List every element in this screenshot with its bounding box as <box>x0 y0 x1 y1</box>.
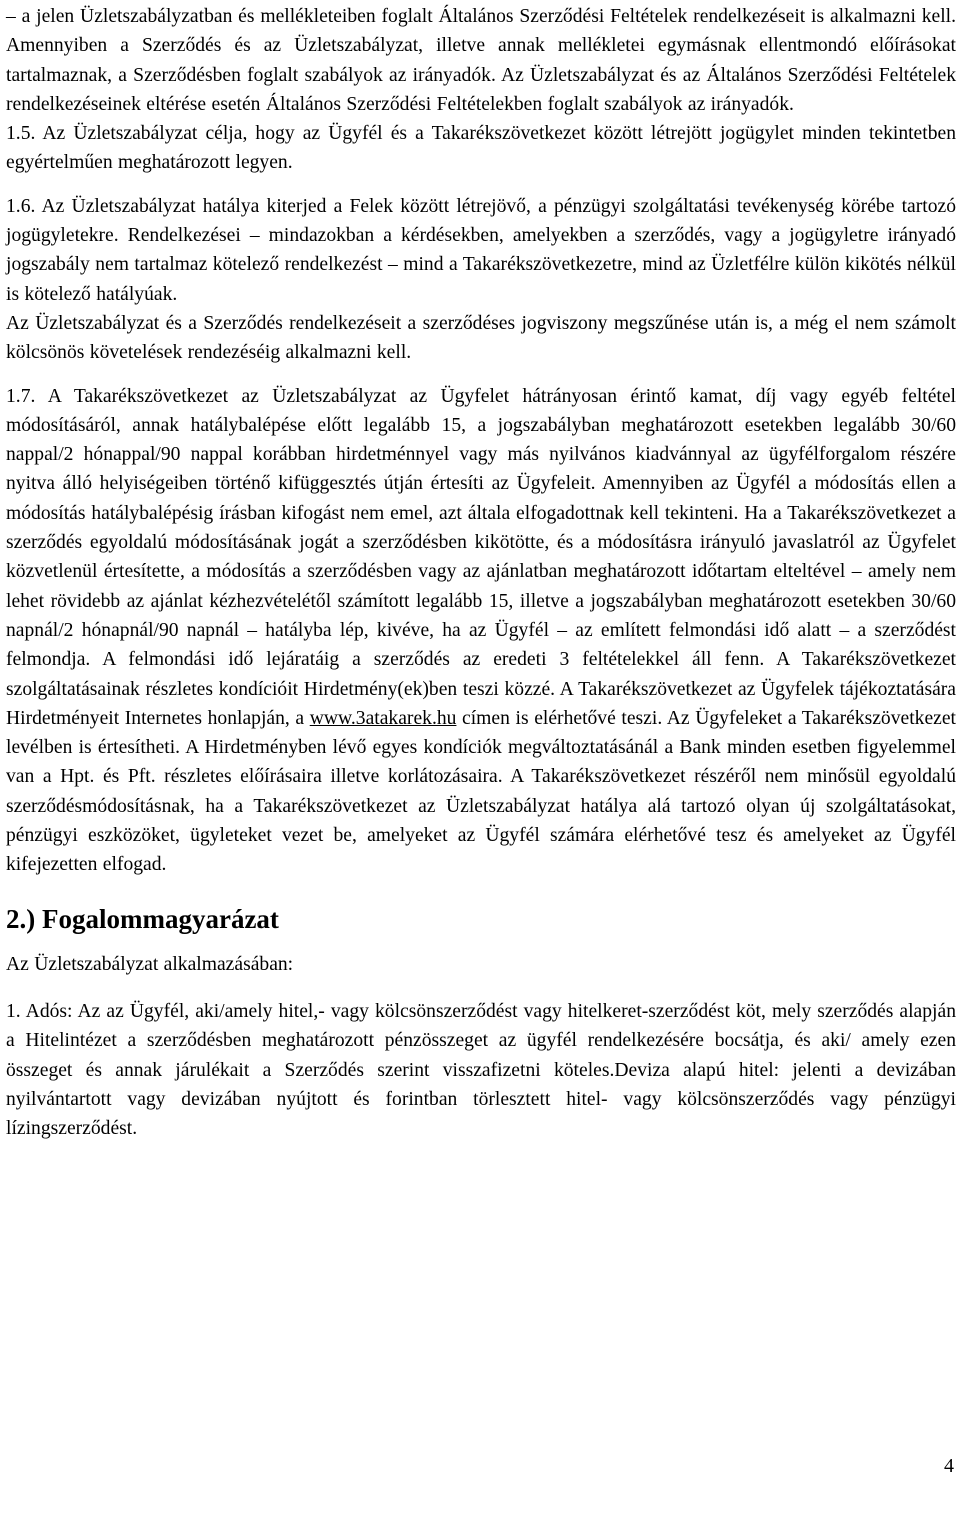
paragraph-scope-intro: Az Üzletszabályzat alkalmazásában: <box>6 953 294 975</box>
document-page <box>6 2 956 1143</box>
paragraph-contract-validity: Az Üzletszabályzat és a Szerződés rendelkezéseit a szerződéses jogviszony megszűnése után is, a még el nem számolt kölcsönös követelések rendezéséig alkalmazni kell. <box>6 312 956 364</box>
section-heading: 2.) Fogalommagyarázat <box>6 903 279 934</box>
paragraph-1-6: 1.6. Az Üzletszabályzat hatálya kiterjed a Felek között létrejövő, a pénzügyi szolgáltatási tevékenység körébe tartozó jogügyletekre. Rendelkezései – mindazokban a kérdésekben, amelyekben a szerződés, vagy a jogügyletre irányadó jogszabály nem tartalmaz kötelező rendelkezést – mind a Takarékszövetkezetre, mind az Üzletfélre külön kikötés nélkül is kötelező hatályúak. <box>6 195 956 305</box>
page-number: 4 <box>944 1455 954 1477</box>
paragraph-1-5: 1.5. Az Üzletszabályzat célja, hogy az Ügyfél és a Takarékszövetkezet között létrejött jogügylet minden tekintetben egyértelműen meghatározott legyen. <box>6 123 956 174</box>
paragraph-definition-debtor: 1. Adós: Az az Ügyfél, aki/amely hitel,- vagy kölcsönszerződést vagy hitelkeret-szerződést köt, mely szerződés alapján a Hitelintézet a szerződésben meghatározott pénzösszeget az ügyfél rendelkezésére bocsátja, és aki/ amely ezen összeget és annak járulékait a Szerződés szerint visszafizetni köteles.Deviza alapú hitel: jelenti a devizában nyilvántartott vagy devizában nyújtott és forintban törlesztett hitel- vagy kölcsönszerződés vagy pénzügyi lízingszerződést. <box>6 1000 956 1140</box>
website-link[interactable]: www.3atakarek.hu <box>309 707 457 729</box>
paragraph-general-terms: – a jelen Üzletszabályzatban és mellékleteiben foglalt Általános Szerződési Feltételek rendelkezéseit is alkalmazni kell. Amennyiben a Szerződés és az Üzletszabályzat, illetve annak mellékletei egymásnak ellentmondó előírásokat tartalmaznak, a Szerződésben foglalt szabályok az irányadók. Az Üzletszabályzat és az Általános Szerződési Feltételek rendelkezéseinek eltérése esetén Általános Szerződési Feltételekben foglalt szabályok az irányadók. <box>6 6 956 115</box>
paragraph-1-7 <box>6 382 956 880</box>
paragraph-1-7-text-after: címen is elérhetővé teszi. Az Ügyfeleket a Takarékszövetkezet levélben is értesítheti. A Hirdetményben lévő egyes kondíciók megváltoztatásánál a Bank minden esetben figyelemmel van a Hpt. és Pft. részletes előírásaira illetve korlátozásaira. A Takarékszövetkezet részéről nem minősül egyoldalú szerződésmódosításnak, ha a Takarékszövetkezet az Üzletszabályzat hatálya alá tartozó olyan új szolgáltatásokat, pénzügyi eszközöket, ügyleteket vezet be, amelyeket az Ügyfél számára elérhetővé tesz és amelyeket az Ügyfél kifejezetten elfogad. <box>6 707 956 876</box>
paragraph-1-7-text-before: 1.7. A Takarékszövetkezet az Üzletszabályzat az Ügyfelet hátrányosan érintő kamat, díj vagy egyéb feltétel módosításáról, annak hatálybalépése előtt legalább 15, a jogszabályban meghatározott esetekben legalább 30/60 nappal/2 hónappal/90 nappal korábban hirdetménnyel vagy más nyilvános kiadvánnyal az ügyfélforgalom részére nyitva álló helyiségeiben történő kifüggesztés útján értesíti az Ügyfeleit. Amennyiben az Ügyfél a módosítás ellen a módosítás hatálybalépésig írásban kifogást nem emel, azt általa elfogadottnak kell tekinteni. Ha a Takarékszövetkezet a szerződés egyoldalú módosításának jogát a szerződésben kikötötte, és a módosításra irányuló javaslatról az Ügyfelet közvetlenül értesítette, a módosítás a szerződésben vagy az ajánlatban meghatározott időtartam elteltével – amely nem lehet rövidebb az ajánlat kézhezvételétől számított legalább 15, illetve a jogszabályban meghatározott esetekben 30/60 napnál/2 hónapnál/90 napnál – hatályba lép, kivéve, ha az Ügyfél – az említett felmondási idő alatt – a szerződést felmondja. A felmondási idő lejáratáig a szerződés az eredeti 3 feltételekkel áll fenn. A Takarékszövetkezet szolgáltatásainak részletes kondícióit Hirdetmény(ek)ben teszi közzé. A Takarékszövetkezet az Ügyfelek tájékoztatására Hirdetményeit Internetes honlapján, a <box>6 385 956 729</box>
